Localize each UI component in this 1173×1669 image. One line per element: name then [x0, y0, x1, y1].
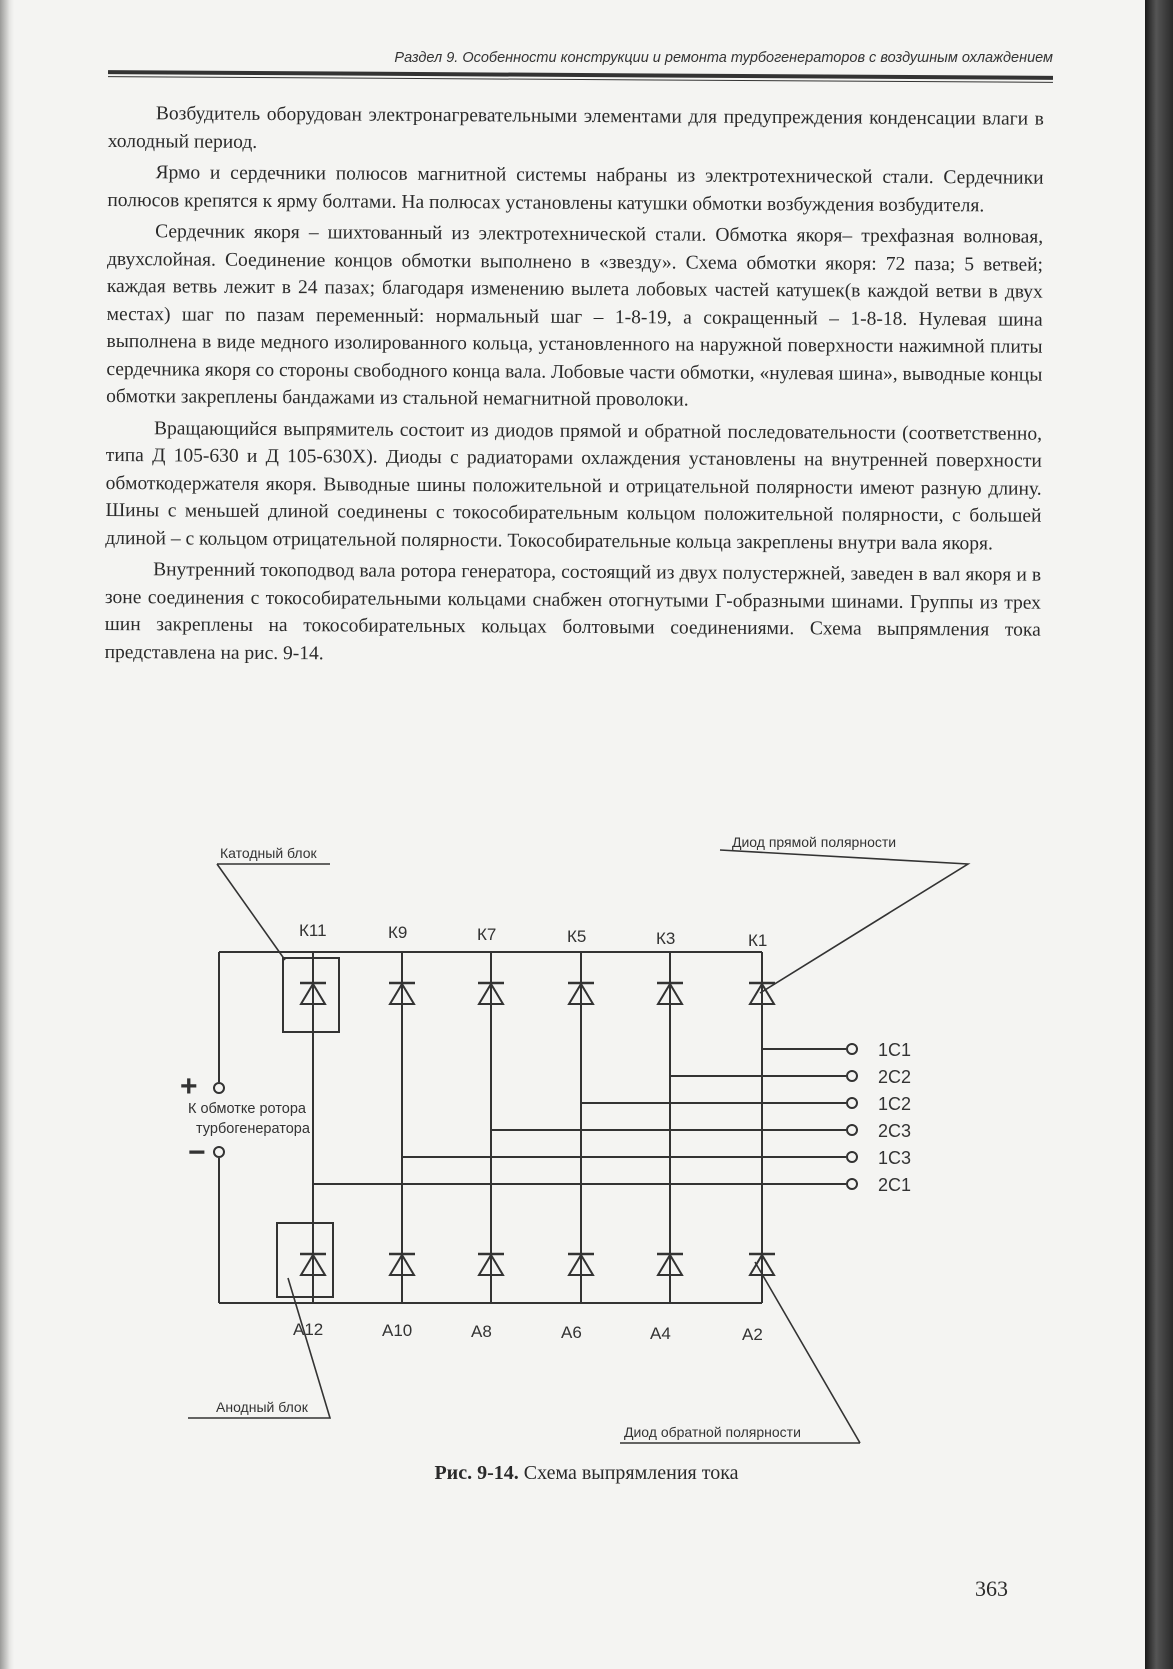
plus-terminal: [214, 1083, 224, 1093]
rotor-winding-label-line2: турбогенератора: [196, 1121, 310, 1137]
running-header: Раздел 9. Особенности конструкции и ремонта турбогенераторов с воздушным охлаждением: [394, 50, 1053, 66]
figure-number: Рис. 9-14.: [434, 1462, 519, 1484]
anode-diode-label: А8: [471, 1322, 492, 1341]
output-terminal-label: 1С1: [878, 1040, 912, 1060]
cathode-diode-label: К9: [388, 923, 408, 942]
output-terminal: [847, 1044, 857, 1054]
cathode-diode-label: К11: [299, 921, 327, 940]
anode-diode-label: А2: [742, 1325, 763, 1344]
output-terminal-label: 2С3: [878, 1121, 912, 1141]
page-number: 363: [975, 1576, 1008, 1601]
minus-terminal: [214, 1147, 224, 1157]
anode-block-label: Анодный блок: [216, 1399, 308, 1415]
cathode-diode-label: К1: [748, 931, 768, 950]
anode-diode-label: А6: [561, 1323, 582, 1342]
anode-block-leader: [188, 1278, 330, 1418]
paragraph: Возбудитель оборудован электронагревательными элементами для предупреждения конденсации влаги в холодный период.: [107, 103, 1044, 153]
cathode-block-label: Катодный блок: [220, 845, 317, 861]
scan-right-edge: [1145, 0, 1173, 1669]
output-terminal: [847, 1098, 857, 1108]
output-terminal: [847, 1125, 857, 1135]
output-terminal-label: 2С2: [878, 1067, 912, 1087]
forward-diode-label: Диод прямой полярности: [732, 834, 897, 850]
output-terminal: [847, 1179, 857, 1189]
paragraph: Ярмо и сердечники полюсов магнитной системы набраны из электротехнической стали. Сердечники полюсов крепятся к ярму болтами. На полюсах установлены катушки обмотки возбуждения возбудителя.: [107, 162, 1044, 216]
reverse-diode-label: Диод обратной полярности: [624, 1424, 801, 1440]
anode-diode-label: А10: [382, 1321, 413, 1340]
plus-sign: +: [180, 1070, 198, 1103]
paragraph: Внутренний токоподвод вала ротора генератора, состоящий из двух полустержней, заведен в вал якоря и в зоне соединения с токособирательными кольцами снабжен отогнутыми Г-образными шинами. Группы из трех шин закреплены на токособирательных кольцах болтовыми соединениями. Схема выпрямления тока представлена на рис. 9-14.: [104, 559, 1042, 664]
cathode-diode-label: К7: [477, 925, 497, 944]
cathode-labels: [299, 921, 767, 950]
output-terminal-label: 2С1: [878, 1175, 912, 1195]
anode-block-box: [277, 1223, 333, 1297]
figure-caption: [0, 1462, 1173, 1485]
cathode-diode-label: К3: [656, 929, 676, 948]
output-terminal-label: 1С2: [878, 1094, 912, 1114]
diode-group: [277, 958, 775, 1297]
rotor-winding-label-line1: К обмотке ротора: [188, 1101, 306, 1117]
cathode-block-leader-diag: [217, 864, 285, 960]
cathode-block-box: [283, 958, 339, 1032]
output-terminal: [847, 1152, 857, 1162]
paragraph: Вращающийся выпрямитель состоит из диодов прямой и обратной последовательности (соответственно, типа Д 105-630 и Д 105-630Х). Диоды с радиаторами охлаждения установлены на внутренней поверхности обмоткодержателя якоря. Выводные шины положительной и отрицательной полярности имеют разную длину. Шины с меньшей длиной соединены с токособирательным кольцом положительной полярности, с большей длиной – с кольцом отрицательной полярности. Токособирательные кольца закреплены внутри вала якоря.: [105, 417, 1043, 554]
anode-diode-label: А12: [293, 1320, 324, 1339]
anode-diode-label: А4: [650, 1324, 671, 1343]
forward-diode-leader: [720, 850, 968, 993]
anode-labels: [293, 1320, 763, 1344]
output-labels: [878, 1040, 911, 1195]
figure-caption-text: Схема выпрямления тока: [523, 1462, 739, 1484]
output-terminal-label: 1С3: [878, 1148, 912, 1168]
paragraph: Сердечник якоря – шихтованный из электротехнической стали. Обмотка якоря– трехфазная волновая, двухслойная. Соединение концов обмотки выполнено в «звезду». Схема обмотки якоря: 72 паза; 5 ветвей; каждая ветвь лежит в 24 пазах; благодаря изменению вылета лобовых частей катушек(в каждой ветви в двух местах) шаг по пазам переменный: нормальный шаг – 1-8-19, а сокращенный – 1-8-18. Нулевая шина выполнена в виде медного изолированного кольца, установленного на наружной поверхности нажимной плиты сердечника якоря со стороны свободного конца вала. Лобовые части обмотки, «нулевая шина», выводные концы обмотки закреплены бандажами из стальной немагнитной проволоки.: [106, 221, 1044, 411]
output-terminal: [847, 1071, 857, 1081]
cathode-diode-label: К5: [567, 927, 587, 946]
reverse-diode-leader: [755, 1262, 860, 1443]
minus-sign: −: [188, 1136, 206, 1169]
